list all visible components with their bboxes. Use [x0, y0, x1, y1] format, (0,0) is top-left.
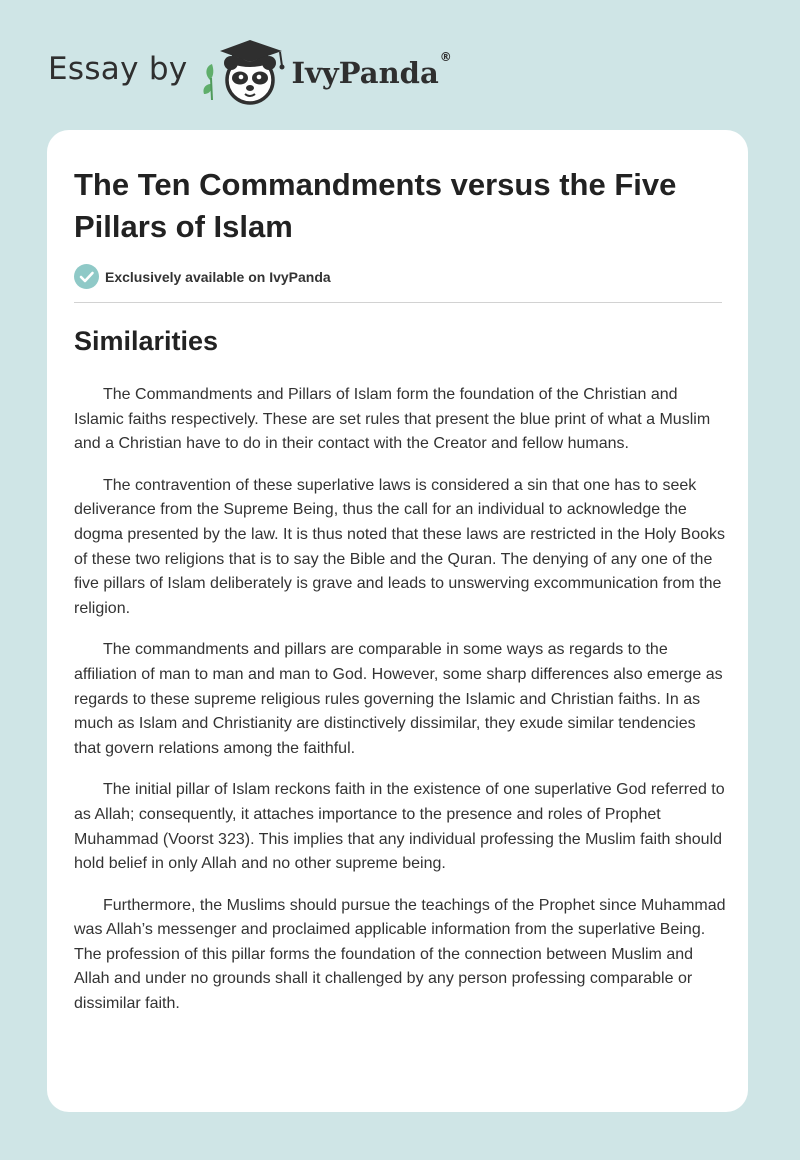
- check-circle-icon: [74, 264, 99, 289]
- essay-title: The Ten Commandments versus the Five Pillars of Islam: [74, 167, 677, 244]
- panda-graduation-cap-icon[interactable]: [202, 36, 294, 108]
- paragraph: The Commandments and Pillars of Islam form the foundation of the Christian and Islamic faiths respectively. These are set rules that present the blue print of what a Muslim and a Christian have to do in their contact with the Creator and fellow humans.: [74, 386, 711, 453]
- divider: [74, 302, 722, 303]
- section-heading: Similarities: [74, 326, 219, 356]
- paragraph: The contravention of these superlative laws is considered a sin that one has to seek deliverance from the Supreme Being, thus the call for an individual to acknowledge the dogma presented by the law. It is thus noted that these laws are restricted in the Holy Books of these two religions that is to say the Bible and the Quran. The denying of any one of the five pillars of Islam deliberately is grave and leads to unswerving excommunication from the religion.: [74, 476, 726, 617]
- essay-body: [74, 383, 726, 1034]
- brand-name[interactable]: IvyPanda®: [291, 50, 452, 90]
- essay-by-label: Essay by: [48, 51, 188, 87]
- essay-card: [47, 130, 748, 1112]
- registered-mark: ®: [439, 50, 452, 64]
- site-header: [48, 36, 452, 108]
- paragraph: The commandments and pillars are comparable in some ways as regards to the affiliation of man to man and man to God. However, some sharp differences also emerge as regards to these supreme religious rules governing the Islamic and Christian faiths. In as much as Islam and Christianity are distinctively dissimilar, they exude similar tendencies that govern relations among the faithful.: [74, 641, 723, 757]
- paragraph: The initial pillar of Islam reckons faith in the existence of one superlative God referred to as Allah; consequently, it attaches importance to the presence and roles of Prophet Muhammad (Voorst 323). This implies that any individual professing the Muslim faith should hold belief in only Allah and no other supreme being.: [74, 781, 725, 873]
- paragraph: Furthermore, the Muslims should pursue the teachings of the Prophet since Muhammad was Allah’s messenger and proclaimed applicable information from the superlative Being. The profession of this pillar forms the foundation of the connection between Muslim and Allah and under no grounds shall it challenged by any person professing comparable or dissimilar faith.: [74, 896, 726, 1013]
- exclusive-label: Exclusively available on IvyPanda: [105, 268, 331, 285]
- exclusive-badge: [74, 264, 331, 289]
